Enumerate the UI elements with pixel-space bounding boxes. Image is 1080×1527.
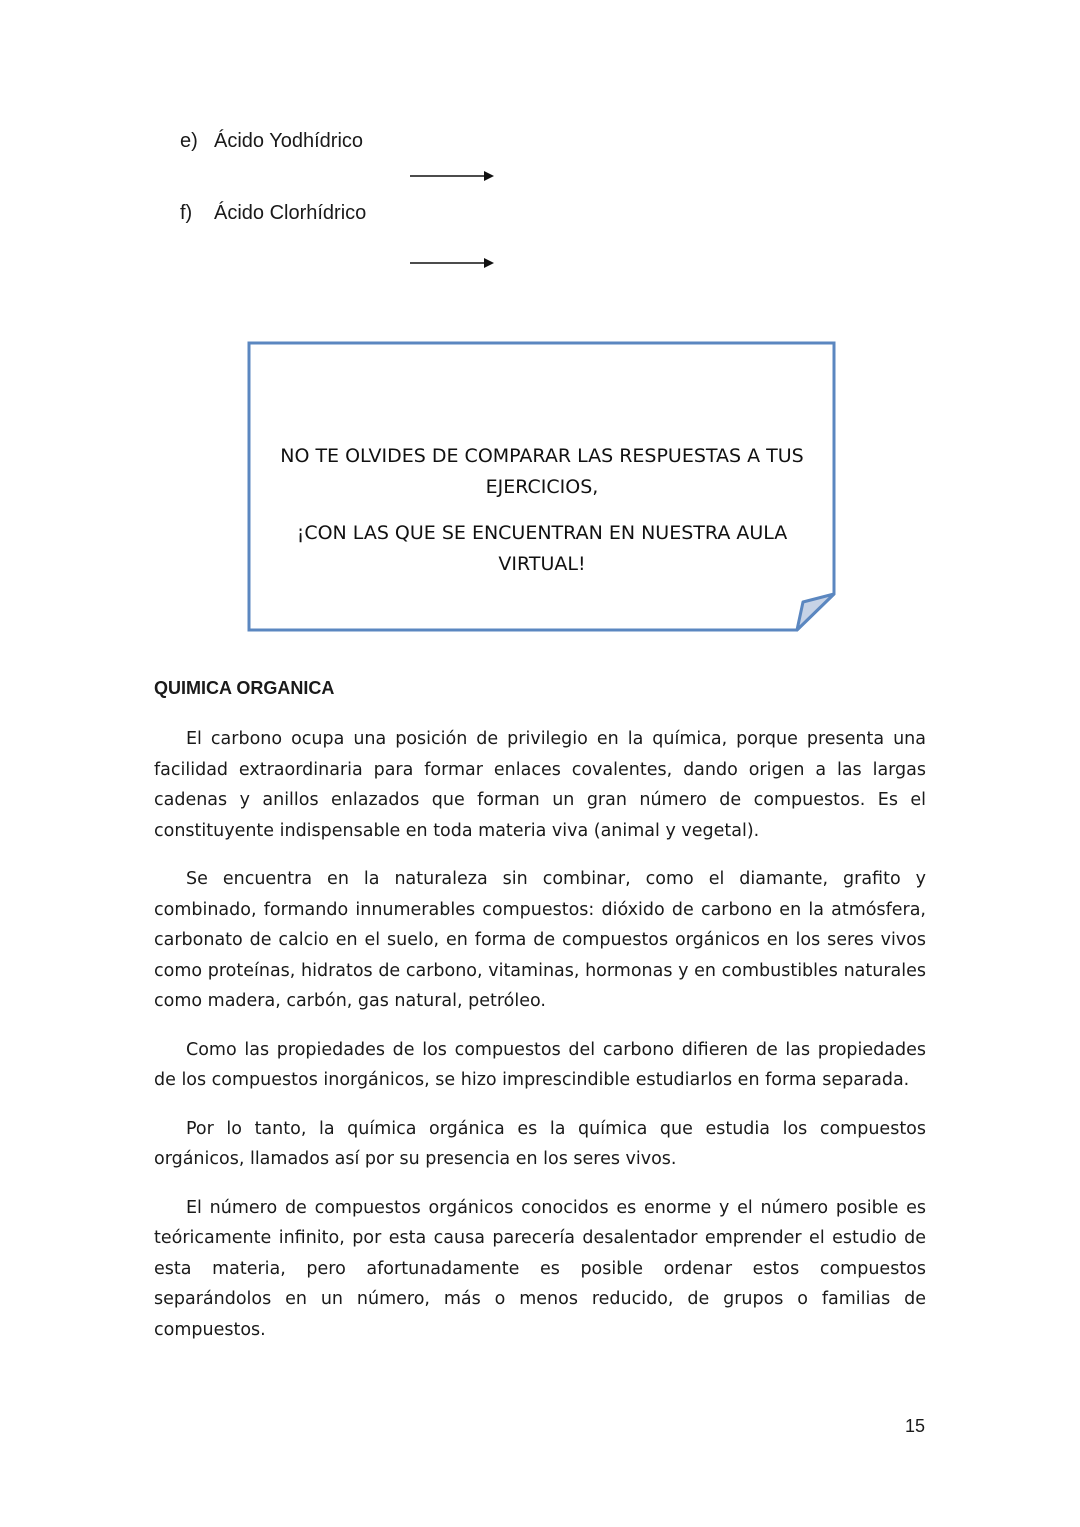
section-body (154, 724, 926, 1363)
list-label: Ácido Yodhídrico (214, 130, 364, 152)
list-marker: e) (180, 130, 198, 152)
paragraph: El carbono ocupa una posición de privilegio en la química, porque presenta una facilidad extraordinaria para formar enlaces covalentes, dando origen a las largas cadenas y anillos enlazados que forman un gran número de compuestos. Es el constituyente indispensable en toda materia viva (animal y vegetal). (154, 729, 926, 841)
note-line: NO TE OLVIDES DE COMPARAR LAS RESPUESTAS A TUS EJERCICIOS, (280, 445, 804, 498)
paragraph: Como las propiedades de los compuestos del carbono difieren de las propiedades de los compuestos inorgánicos, se hizo imprescindible estudiarlos en forma separada. (154, 1039, 926, 1090)
arrow-right-icon (410, 170, 494, 182)
paragraph: Se encuentra en la naturaleza sin combinar, como el diamante, grafito y combinado, formando innumerables compuestos: dióxido de carbono en la atmósfera, carbonato de calcio en el suelo, en forma de compuestos orgánicos en los seres vivos como proteínas, hidratos de carbono, vitaminas, hormonas y en combustibles naturales como madera, carbón, gas natural, petróleo. (154, 869, 926, 1011)
note-text (259, 441, 825, 595)
arrow-right-icon (410, 257, 494, 269)
reminder-note (247, 341, 837, 633)
list-marker: f) (180, 202, 193, 224)
note-line: ¡CON LAS QUE SE ENCUENTRAN EN NUESTRA AULA VIRTUAL! (296, 522, 788, 575)
paragraph: El número de compuestos orgánicos conocidos es enorme y el número posible es teóricamente infinito, por esta causa parecería desalentador emprender el estudio de esta materia, pero afortunadamente es posible ordenar estos compuestos separándolos en un número, más o menos reducido, de grupos o familias de compuestos. (154, 1197, 926, 1340)
list-label: Ácido Clorhídrico (214, 202, 367, 224)
paragraph: Por lo tanto, la química orgánica es la química que estudia los compuestos orgánicos, llamados así por su presencia en los seres vivos. (154, 1118, 926, 1169)
list-item-f (180, 202, 366, 225)
list-item-e (180, 130, 363, 153)
page-number: 15 (904, 1416, 925, 1436)
section-heading: QUIMICA ORGANICA (154, 678, 335, 698)
